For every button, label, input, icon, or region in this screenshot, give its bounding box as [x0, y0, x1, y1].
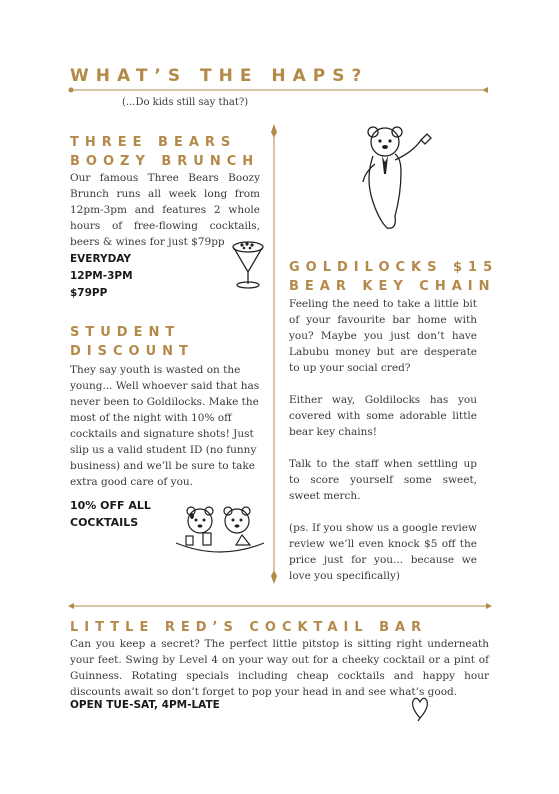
brunch-heading-line2: BOOZY BRUNCH — [70, 154, 260, 169]
section-divider — [68, 600, 492, 612]
student-body: They say youth is wasted on the young... Well whoever said that has never been to Goldilocks. Make the most of the night with 10% off cocktails and signature shots! Just slip us a valid student ID (no funny business) and we’ll be sure to take extra good care of you. — [70, 364, 260, 488]
student-heading-line2: DISCOUNT — [70, 344, 194, 359]
page-subtitle: (...Do kids still say that?) — [122, 97, 249, 108]
martini-glass-icon — [228, 238, 268, 290]
brunch-heading — [70, 133, 259, 171]
page-title: WHAT’S THE HAPS? — [70, 66, 369, 86]
keychain-body — [289, 296, 477, 584]
student-heading-line1: STUDENT — [70, 325, 181, 340]
cocktail-bar-body: Can you keep a secret? The perfect little pitstop is sitting right underneath your feet. Swing by Level 4 on your way out for a cheeky cocktail or a pint of Guinness. Rotating specials including cheap cocktails and happy hour discounts await so don’t forget to pop your head in and see what’s good. — [70, 638, 489, 698]
keychain-paragraph: (ps. If you show us a google review review we’ll even knock $5 off the price just for you... because we love you specifically) — [289, 522, 477, 582]
bear-keychain-illustration — [355, 124, 435, 234]
cocktail-bar-hours: OPEN TUE-SAT, 4PM-LATE — [70, 699, 220, 711]
keychain-paragraph: Either way, Goldilocks has you covered with some adorable little bear key chains! — [289, 394, 477, 438]
heart-doodle-icon — [409, 694, 431, 722]
drinking-bears-illustration — [170, 503, 270, 559]
student-offer: 10% OFF ALL COCKTAILS — [70, 499, 151, 529]
brunch-body: Our famous Three Bears Boozy Brunch runs all week long from 12pm-3pm and features 2 whole hours of free-flowing cocktails, beers & wines for just $79pp — [70, 172, 260, 248]
keychain-paragraph: Feeling the need to take a little bit of your favourite bar home with you? Maybe you just don’t have Labubu money but are desperate to up your social cred? — [289, 298, 477, 374]
keychain-heading — [289, 258, 498, 296]
keychain-heading-line2: BEAR KEY CHAIN — [289, 279, 496, 294]
brunch-details: EVERYDAY 12PM-3PM $79PP — [70, 253, 133, 299]
keychain-paragraph: Talk to the staff when settling up to score yourself some sweet, sweet merch. — [289, 458, 477, 502]
cocktail-bar-heading: LITTLE RED’S COCKTAIL BAR — [70, 620, 428, 635]
keychain-heading-line1: GOLDILOCKS $15 — [289, 260, 499, 275]
brunch-heading-line1: THREE BEARS — [70, 135, 237, 150]
student-heading — [70, 323, 194, 361]
